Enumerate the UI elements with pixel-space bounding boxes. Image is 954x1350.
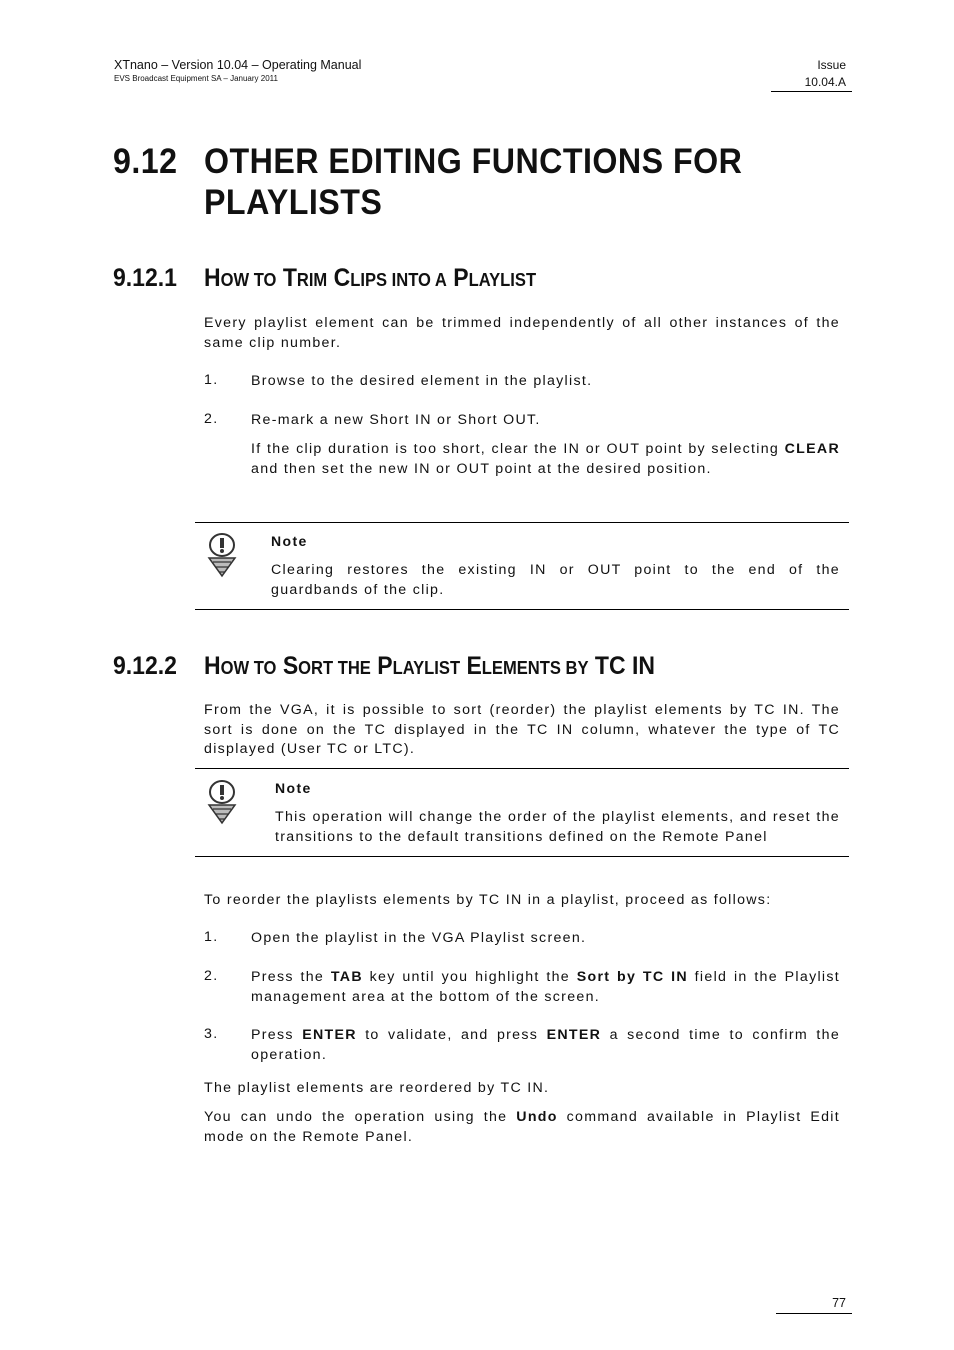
issue-label: Issue	[817, 58, 846, 72]
step-number: 3.	[204, 1026, 219, 1042]
step-number: 1.	[204, 372, 219, 388]
issue-value: 10.04.A	[804, 75, 846, 89]
header-subtitle: EVS Broadcast Equipment SA – January 2011	[114, 74, 278, 83]
step-text: Re-mark a new Short IN or Short OUT.	[251, 412, 541, 428]
step-number: 1.	[204, 929, 219, 945]
page-number: 77	[832, 1296, 846, 1310]
step-text: Open the playlist in the VGA Playlist screen.	[251, 930, 587, 946]
section-title-line2: PLAYLISTS	[204, 183, 383, 222]
step-number: 2.	[204, 968, 219, 984]
subsection-2-title: HOW TO SORT THE PLAYLIST ELEMENTS BY TC IN	[204, 652, 655, 680]
undo-text: You can undo the operation using the Undo command available in Playlist Edit mode on the Remote Panel.	[204, 1109, 841, 1145]
subsection-1-title: HOW TO TRIM CLIPS INTO A PLAYLIST	[204, 264, 537, 292]
step-number: 2.	[204, 411, 219, 427]
undo-command: Undo	[516, 1109, 558, 1125]
step-detail: If the clip duration is too short, clear the IN or OUT point by selecting CLEAR and then set the new IN or OUT point at the desired position.	[251, 441, 840, 477]
note-text: This operation will change the order of the playlist elements, and reset the transitions to the default transitions defined on the Remote Panel	[275, 809, 840, 845]
header-rule	[771, 91, 852, 92]
tab-key: TAB	[330, 969, 363, 985]
note-title: Note	[271, 533, 308, 549]
note-bottom-rule	[195, 856, 849, 857]
note-bottom-rule	[195, 609, 849, 610]
result-text: The playlist elements are reordered by TC IN.	[204, 1080, 550, 1096]
clear-command: CLEAR	[784, 441, 840, 457]
step-text: Press the TAB key until you highlight the Sort by TC IN field in the Playlist management area at the bottom of the screen.	[251, 969, 841, 1005]
procedure-lead: To reorder the playlists elements by TC IN in a playlist, proceed as follows:	[204, 892, 772, 908]
enter-key: ENTER	[546, 1027, 602, 1043]
section-number: 9.12	[113, 142, 178, 181]
section-title-line1: OTHER EDITING FUNCTIONS FOR	[204, 142, 743, 181]
note-title: Note	[275, 780, 312, 796]
note-top-rule	[195, 522, 849, 523]
header-title: XTnano – Version 10.04 – Operating Manual	[114, 58, 362, 72]
note-top-rule	[195, 768, 849, 769]
enter-key: ENTER	[302, 1027, 357, 1043]
note-icon	[204, 532, 240, 578]
footer-rule	[776, 1313, 852, 1314]
subsection-1-intro: Every playlist element can be trimmed independently of all other instances of the same clip number.	[204, 315, 840, 351]
step-text: Browse to the desired element in the playlist.	[251, 373, 593, 389]
sort-field: Sort by TC IN	[576, 969, 688, 985]
step-text: Press ENTER to validate, and press ENTER a second time to confirm the operation.	[251, 1027, 841, 1063]
note-text: Clearing restores the existing IN or OUT point to the end of the guardbands of the clip.	[271, 562, 840, 598]
note-icon	[204, 779, 240, 825]
subsection-1-number: 9.12.1	[113, 264, 177, 292]
subsection-2-number: 9.12.2	[113, 652, 177, 680]
subsection-2-intro: From the VGA, it is possible to sort (reorder) the playlist elements by TC IN. The sort is done on the TC displayed in the TC IN column, whatever the type of TC displayed (User TC or LTC).	[204, 702, 840, 757]
